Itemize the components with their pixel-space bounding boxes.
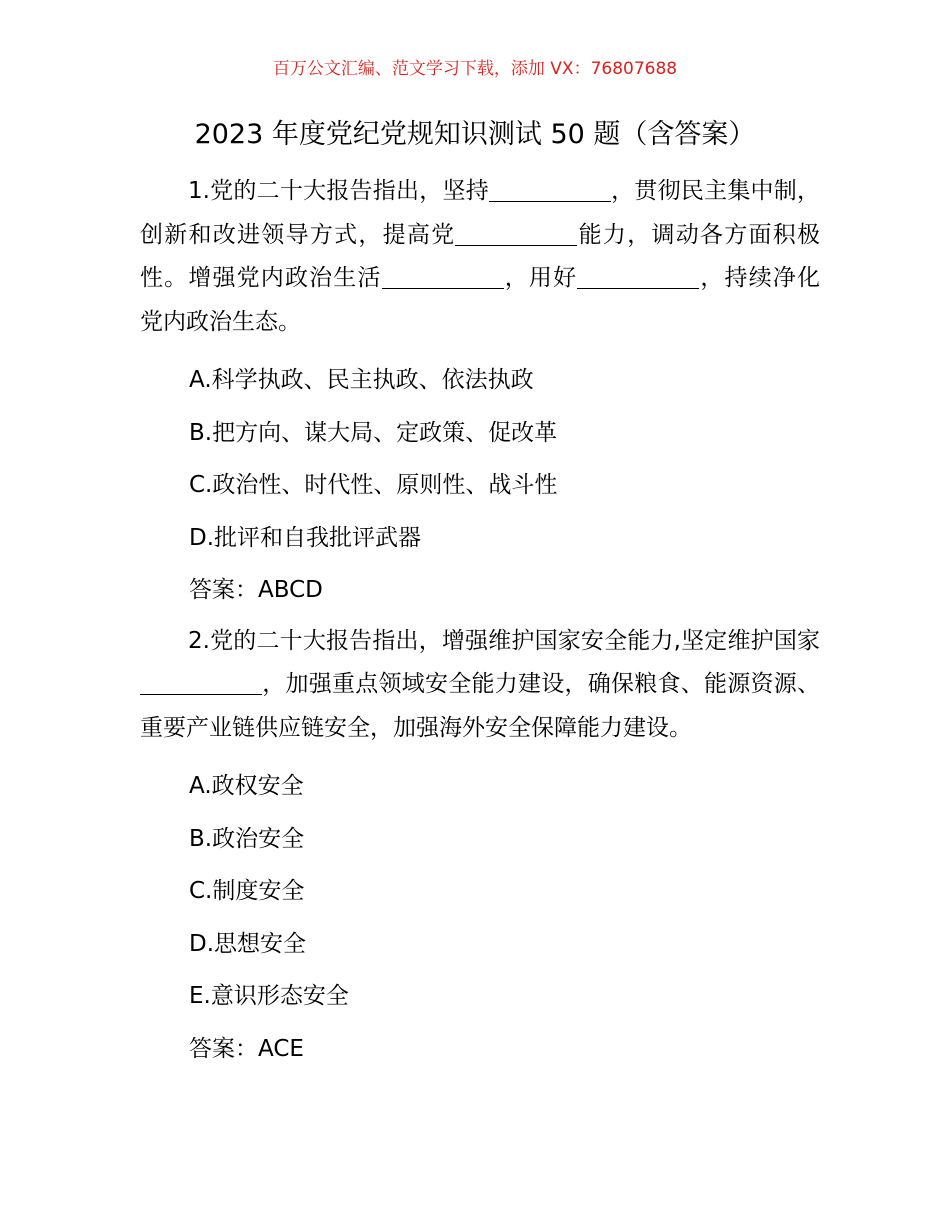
- question-2: [140, 620, 820, 1076]
- option-b: B.政治安全: [189, 825, 305, 852]
- header-note: 百万公文汇编、范文学习下载，添加 VX：76807688: [272, 59, 678, 79]
- fill-blank: [140, 671, 262, 695]
- question-2-stem: 2.党的二十大报告指出，增强维护国家安全能力,坚定维护国家，加强重点领域安全能力建设，确保粮食、能源资源、重要产业链供应链安全，加强海外安全保障能力建设。: [140, 627, 820, 741]
- question-number: 1.: [188, 178, 210, 204]
- option-c: C.制度安全: [189, 878, 305, 904]
- option-c: C.政治性、时代性、原则性、战斗性: [189, 472, 558, 498]
- fill-blank: [382, 265, 504, 289]
- option-b: B.把方向、谋大局、定政策、促改革: [189, 419, 558, 446]
- option-d: D.思想安全: [189, 930, 307, 957]
- document-title: 2023 年度党纪党规知识测试 50 题（含答案）: [194, 119, 756, 150]
- option-a: A.政权安全: [189, 773, 304, 799]
- fill-blank: [489, 178, 611, 202]
- question-1-options: [140, 354, 820, 617]
- option-d: D.批评和自我批评武器: [189, 524, 422, 551]
- fill-blank: [577, 265, 699, 289]
- option-e: E.意识形态安全: [189, 983, 349, 1009]
- answer-line: 答案：ABCD: [189, 577, 323, 603]
- question-2-options: [140, 760, 820, 1075]
- fill-blank: [455, 222, 577, 246]
- question-number: 2.: [188, 627, 210, 654]
- option-a: A.科学执政、民主执政、依法执政: [189, 367, 534, 393]
- answer-line: 答案：ACE: [189, 1035, 304, 1062]
- document-body: [140, 170, 820, 1075]
- question-1-stem: 1.党的二十大报告指出，坚持 ，贯彻民主集中制，创新和改进领导方式，提高党 能力，调动各方面积极性。增强党内政治生活 ，用好 ，持续净化党内政治生态。: [140, 178, 821, 335]
- question-1: [140, 170, 820, 617]
